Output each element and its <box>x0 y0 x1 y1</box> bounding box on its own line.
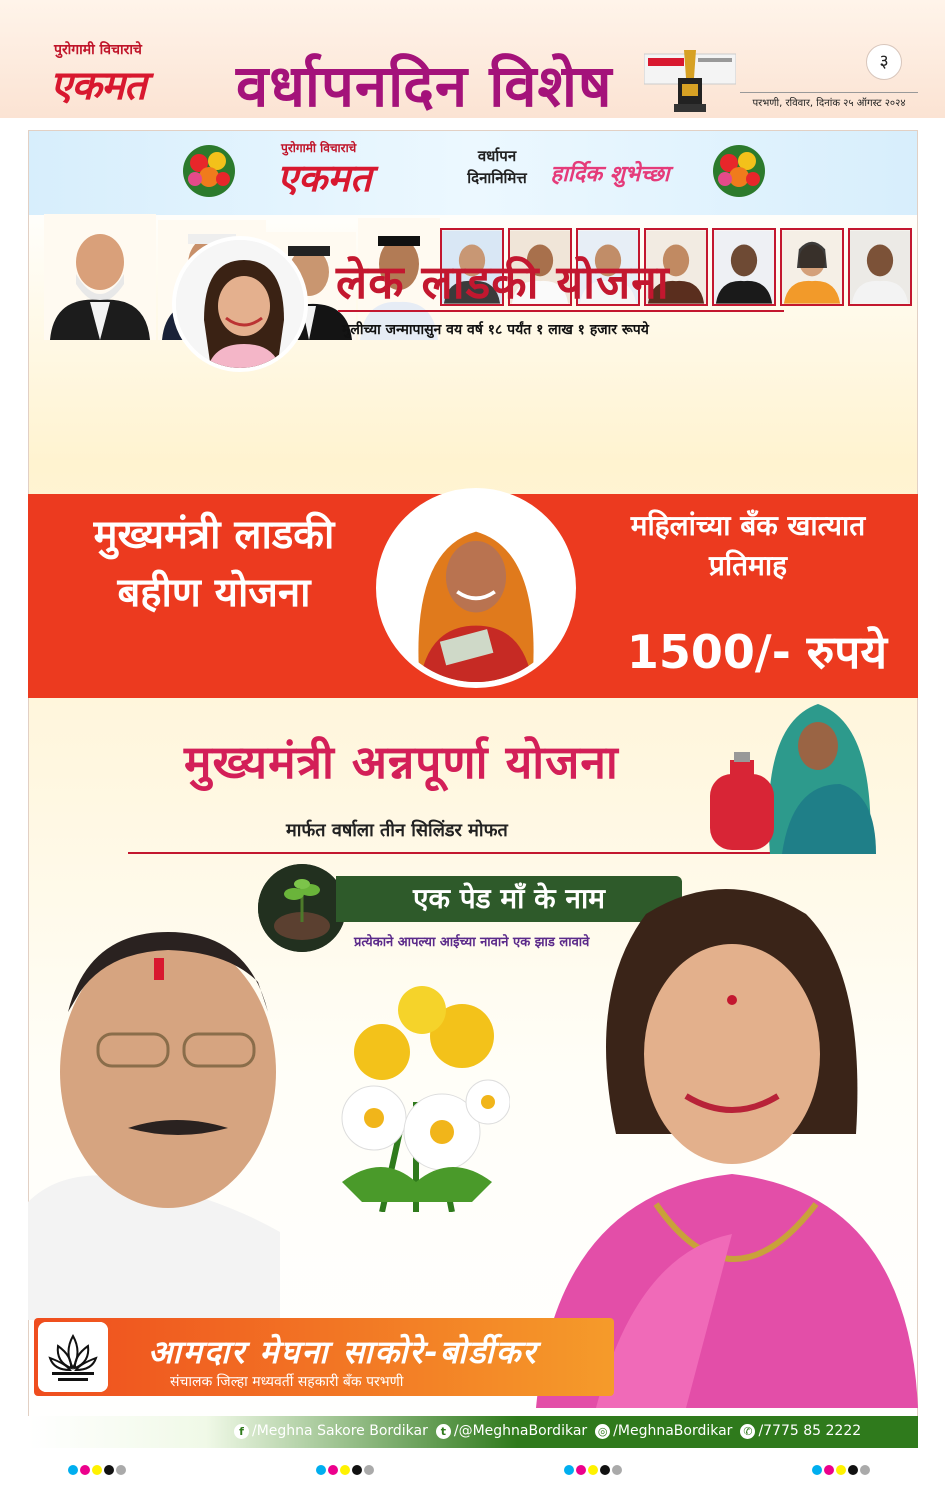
woman-with-cylinder-photo <box>700 694 878 854</box>
ad-brand-logo: एकमत <box>277 156 372 200</box>
flower-bouquet-icon <box>322 982 510 1212</box>
bouquet-icon <box>179 141 239 201</box>
lotus-party-logo <box>38 1322 108 1392</box>
facebook-icon: f <box>234 1424 249 1439</box>
leader-photo <box>848 228 912 306</box>
instagram-text: /MeghnaBordikar <box>613 1423 733 1439</box>
social-media-bar <box>28 1416 918 1448</box>
print-registration-marks <box>316 1465 374 1475</box>
ladki-bahin-detail: महिलांच्या बँक खात्यात प्रतिमाह <box>630 509 866 582</box>
male-leader-photo <box>28 902 280 1320</box>
woman-with-money-photo <box>376 488 576 688</box>
print-registration-marks <box>564 1465 622 1475</box>
twitter-text: /@MeghnaBordikar <box>453 1423 588 1439</box>
phone-number[interactable] <box>740 1423 861 1439</box>
twitter-icon: t <box>436 1424 451 1439</box>
phone-text: /7775 85 2222 <box>758 1423 862 1439</box>
lek-ladki-title: लेक लाडकी योजना <box>336 255 670 309</box>
ladki-bahin-amount: 1500/- रुपये <box>626 625 888 679</box>
print-registration-marks <box>812 1465 870 1475</box>
ladki-bahin-title: मुख्यमंत्री लाडकी बहीण योजना <box>93 512 335 616</box>
instagram-icon: ◎ <box>595 1424 610 1439</box>
brand-tagline: पुरोगामी विचाराचे <box>54 42 142 58</box>
twitter-handle[interactable] <box>436 1423 587 1439</box>
special-edition-title: वर्धापनदिन विशेष <box>236 52 613 120</box>
leader-role: संचालक जिल्हा मध्यवर्ती सहकारी बँक परभणी <box>170 1374 404 1390</box>
leader-photo <box>44 214 156 340</box>
ek-ped-subtitle: प्रत्येकाने आपल्या आईच्या नावाने एक झाड लावावे <box>354 935 590 950</box>
facebook-handle[interactable] <box>234 1423 428 1439</box>
ad-wish: हार्दिक शुभेच्छा <box>550 162 670 187</box>
lek-ladki-subtitle: मुलीच्या जन्मापासुन वय वर्ष १८ पर्यंत १ लाख १ हजार रूपये <box>342 322 649 338</box>
leader-photo <box>712 228 776 306</box>
masthead <box>0 0 945 118</box>
divider <box>338 310 784 312</box>
leader-photo <box>780 228 844 306</box>
leader-name: आमदार मेघना साकोरे-बोर्डीकर <box>148 1333 538 1371</box>
annapurna-title: मुख्यमंत्री अन्नपूर्णा योजना <box>184 735 619 789</box>
ad-header <box>29 131 918 215</box>
annapurna-subtitle: मार्फत वर्षाला तीन सिलिंडर मोफत <box>286 820 508 841</box>
ad-occasion: वर्धापन दिनानिमित्त <box>467 147 527 187</box>
brand-logo: एकमत <box>50 63 146 109</box>
girl-photo <box>172 236 308 372</box>
bouquet-icon <box>709 141 769 201</box>
ek-ped-title: एक पेड माँ के नाम <box>336 876 682 922</box>
page-number: ३ <box>866 44 902 80</box>
ad-brand-tagline: पुरोगामी विचाराचे <box>281 141 357 155</box>
trophy-icon <box>644 48 736 114</box>
print-registration-marks <box>68 1465 126 1475</box>
facebook-text: /Meghna Sakore Bordikar <box>252 1423 428 1439</box>
dateline: परभणी, रविवार, दिनांक २५ ऑगस्ट २०२४ <box>740 92 918 109</box>
phone-icon: ✆ <box>740 1424 755 1439</box>
instagram-handle[interactable] <box>595 1423 732 1439</box>
